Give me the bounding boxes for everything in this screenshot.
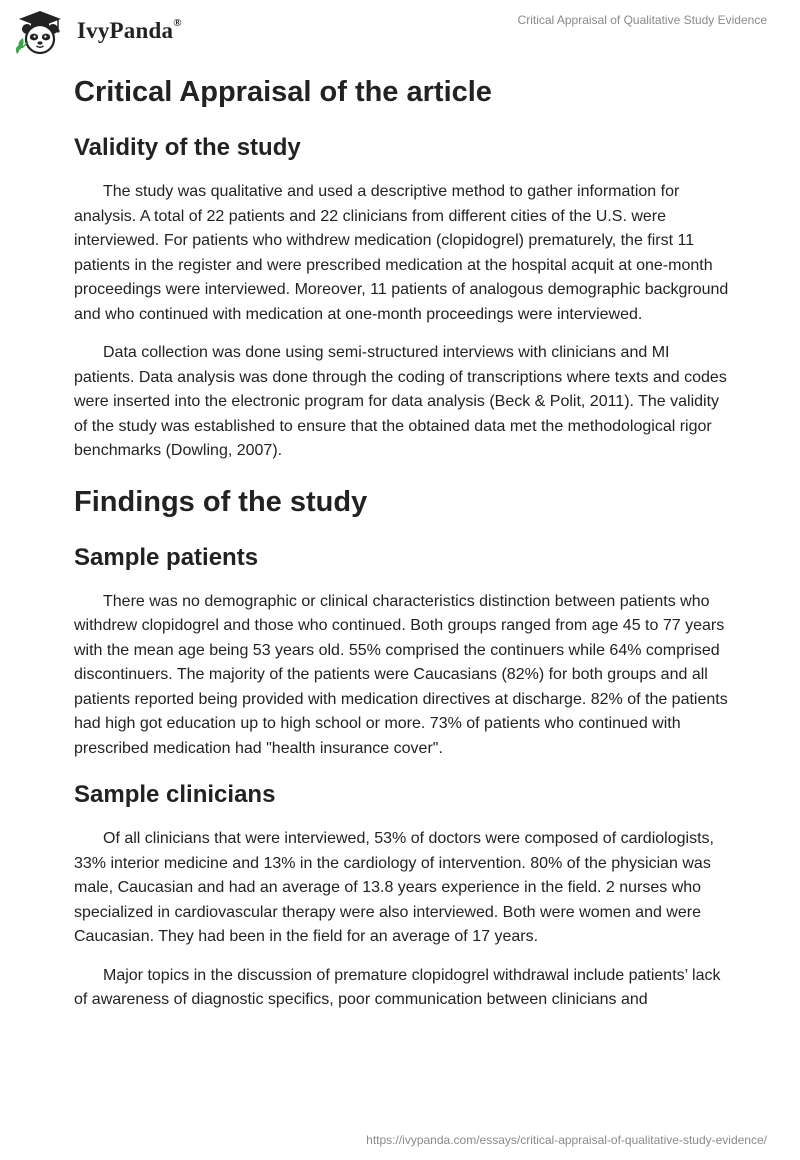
paragraph-validity-1: The study was qualitative and used a descriptive method to gather information for analysis. A total of 22 patients and 22 clinicians from different cities of the U.S. were interviewed. For patients who withdrew medication (clopidogrel) prematurely, the first 11 patients in the register and were prescribed medication at the hospital acquit at one-month proceedings were interviewed. Moreover, 11 patients of analogous demographic background and who continued with medication at one-month proceedings were interviewed. <box>74 183 729 323</box>
page-header <box>0 0 800 66</box>
paragraph-validity-2: Data collection was done using semi-structured interviews with clinicians and MI patients. Data analysis was done through the coding of transcriptions where texts and codes were inserted into the electronic program for data analysis (Beck & Polit, 2011). The validity of the study was established to ensure that the obtained data met the methodological rigor benchmarks (Dowling, 2007). <box>74 344 727 459</box>
paragraph-sample-clinicians: Of all clinicians that were interviewed, 53% of doctors were composed of cardiologists, 33% interior medicine and 13% in the cardiology of intervention. 80% of the physician was male, Caucasian and had an average of 13.8 years experience in the field. 2 nurses who specialized in cardiovascular therapy were also interviewed. Both were women and were Caucasian. They had been in the field for an average of 17 years. <box>74 830 714 945</box>
brand-text: IvyPanda <box>77 18 174 43</box>
heading-findings: Findings of the study <box>74 485 368 518</box>
brand-name[interactable] <box>77 18 182 44</box>
heading-validity: Validity of the study <box>74 134 301 161</box>
ivypanda-logo[interactable] <box>14 10 66 56</box>
article-content <box>74 70 734 1013</box>
paragraph-major-topics: Major topics in the discussion of premature clopidogrel withdrawal include patients’ lack of awareness of diagnostic specifics, poor communication between clinicians and <box>74 966 721 1008</box>
registered-mark: ® <box>173 17 182 30</box>
heading-sample-patients: Sample patients <box>74 543 259 571</box>
panda-icon <box>14 10 66 56</box>
heading-sample-clinicians: Sample clinicians <box>74 781 276 808</box>
footer-url[interactable]: https://ivypanda.com/essays/critical-appraisal-of-qualitative-study-evidence/ <box>366 1133 767 1147</box>
paragraph-sample-patients: There was no demographic or clinical characteristics distinction between patients who withdrew clopidogrel and those who continued. Both groups ranged from age 45 to 77 years with the mean age being 53 years old. 55% comprised the continuers while 64% comprised discontinuers. The majority of the patients were Caucasians (82%) for both groups and all patients reported being provided with medication directives at discharge. 82% of the patients had high got education up to high school or more. 73% of patients who continued with prescribed medication had "health insurance cover". <box>74 592 728 757</box>
heading-critical-appraisal: Critical Appraisal of the article <box>74 76 492 108</box>
document-title: Critical Appraisal of Qualitative Study Evidence <box>517 13 767 27</box>
